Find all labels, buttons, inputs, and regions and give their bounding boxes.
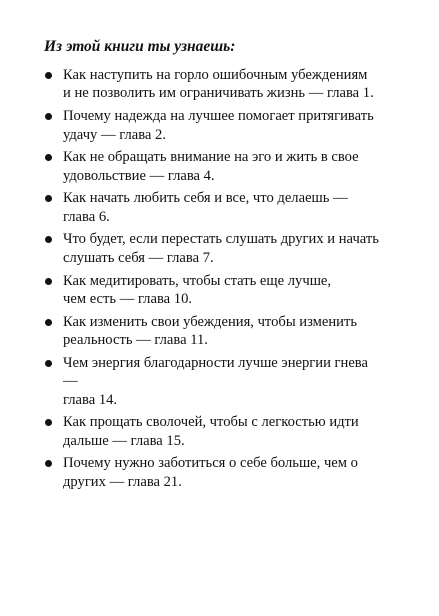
- list-item: [44, 189, 384, 226]
- bullet-icon: [45, 195, 52, 202]
- item-text-line-1: Как не обращать внимание на эго и жить в свое: [63, 149, 359, 166]
- list-item: [44, 66, 384, 103]
- list-item: [44, 230, 384, 267]
- item-text-line-1: Как медитировать, чтобы стать еще лучше,: [63, 272, 332, 289]
- book-page: [44, 38, 384, 496]
- bullet-icon: [45, 278, 52, 285]
- list-item: [44, 354, 384, 409]
- item-text-line-2: реальность — глава 11.: [63, 332, 208, 349]
- bullet-icon: [45, 460, 52, 467]
- item-text-line-2: удачу — глава 2.: [63, 126, 166, 143]
- list-item: [44, 148, 384, 185]
- bullet-icon: [45, 236, 52, 243]
- item-text-line-2: слушать себя — глава 7.: [63, 249, 214, 266]
- bullet-icon: [45, 154, 52, 161]
- bullet-icon: [45, 419, 52, 426]
- item-text-line-1: Как прощать сволочей, чтобы с легкостью идти: [63, 414, 359, 431]
- bullet-icon: [45, 72, 52, 79]
- item-text-line-1: Как начать любить себя и все, что делаешь —: [63, 190, 348, 207]
- page-heading: Из этой книги ты узнаешь:: [44, 38, 236, 55]
- item-text-line-1: Как наступить на горло ошибочным убеждениям: [63, 67, 368, 83]
- list-item: [44, 313, 384, 350]
- list-item: [44, 413, 384, 450]
- item-text-line-1: Почему надежда на лучшее помогает притягивать: [63, 108, 374, 125]
- item-text-line-1: Почему нужно заботиться о себе больше, чем о: [63, 455, 358, 472]
- item-text-line-1: Как изменить свои убеждения, чтобы изменить: [63, 313, 358, 330]
- list-item: [44, 272, 384, 309]
- item-text-line-2: удовольствие — глава 4.: [63, 167, 215, 184]
- bullet-icon: [45, 113, 52, 120]
- item-text-line-2: и не позволить им ограничивать жизнь — глава 1.: [63, 85, 374, 102]
- chapter-list: [44, 66, 384, 491]
- list-item: [44, 107, 384, 144]
- bullet-icon: [45, 360, 52, 367]
- item-text-line-1: Что будет, если перестать слушать других и начать: [63, 231, 379, 248]
- list-item: [44, 454, 384, 491]
- item-text-line-2: других — глава 21.: [63, 473, 182, 490]
- item-text-line-1: Чем энергия благодарности лучше энергии гнева —: [63, 354, 368, 390]
- item-text-line-2: глава 14.: [63, 391, 118, 408]
- item-text-line-2: дальше — глава 15.: [63, 432, 185, 449]
- item-text-line-2: чем есть — глава 10.: [63, 290, 193, 307]
- item-text-line-2: глава 6.: [63, 208, 110, 225]
- bullet-icon: [45, 319, 52, 326]
